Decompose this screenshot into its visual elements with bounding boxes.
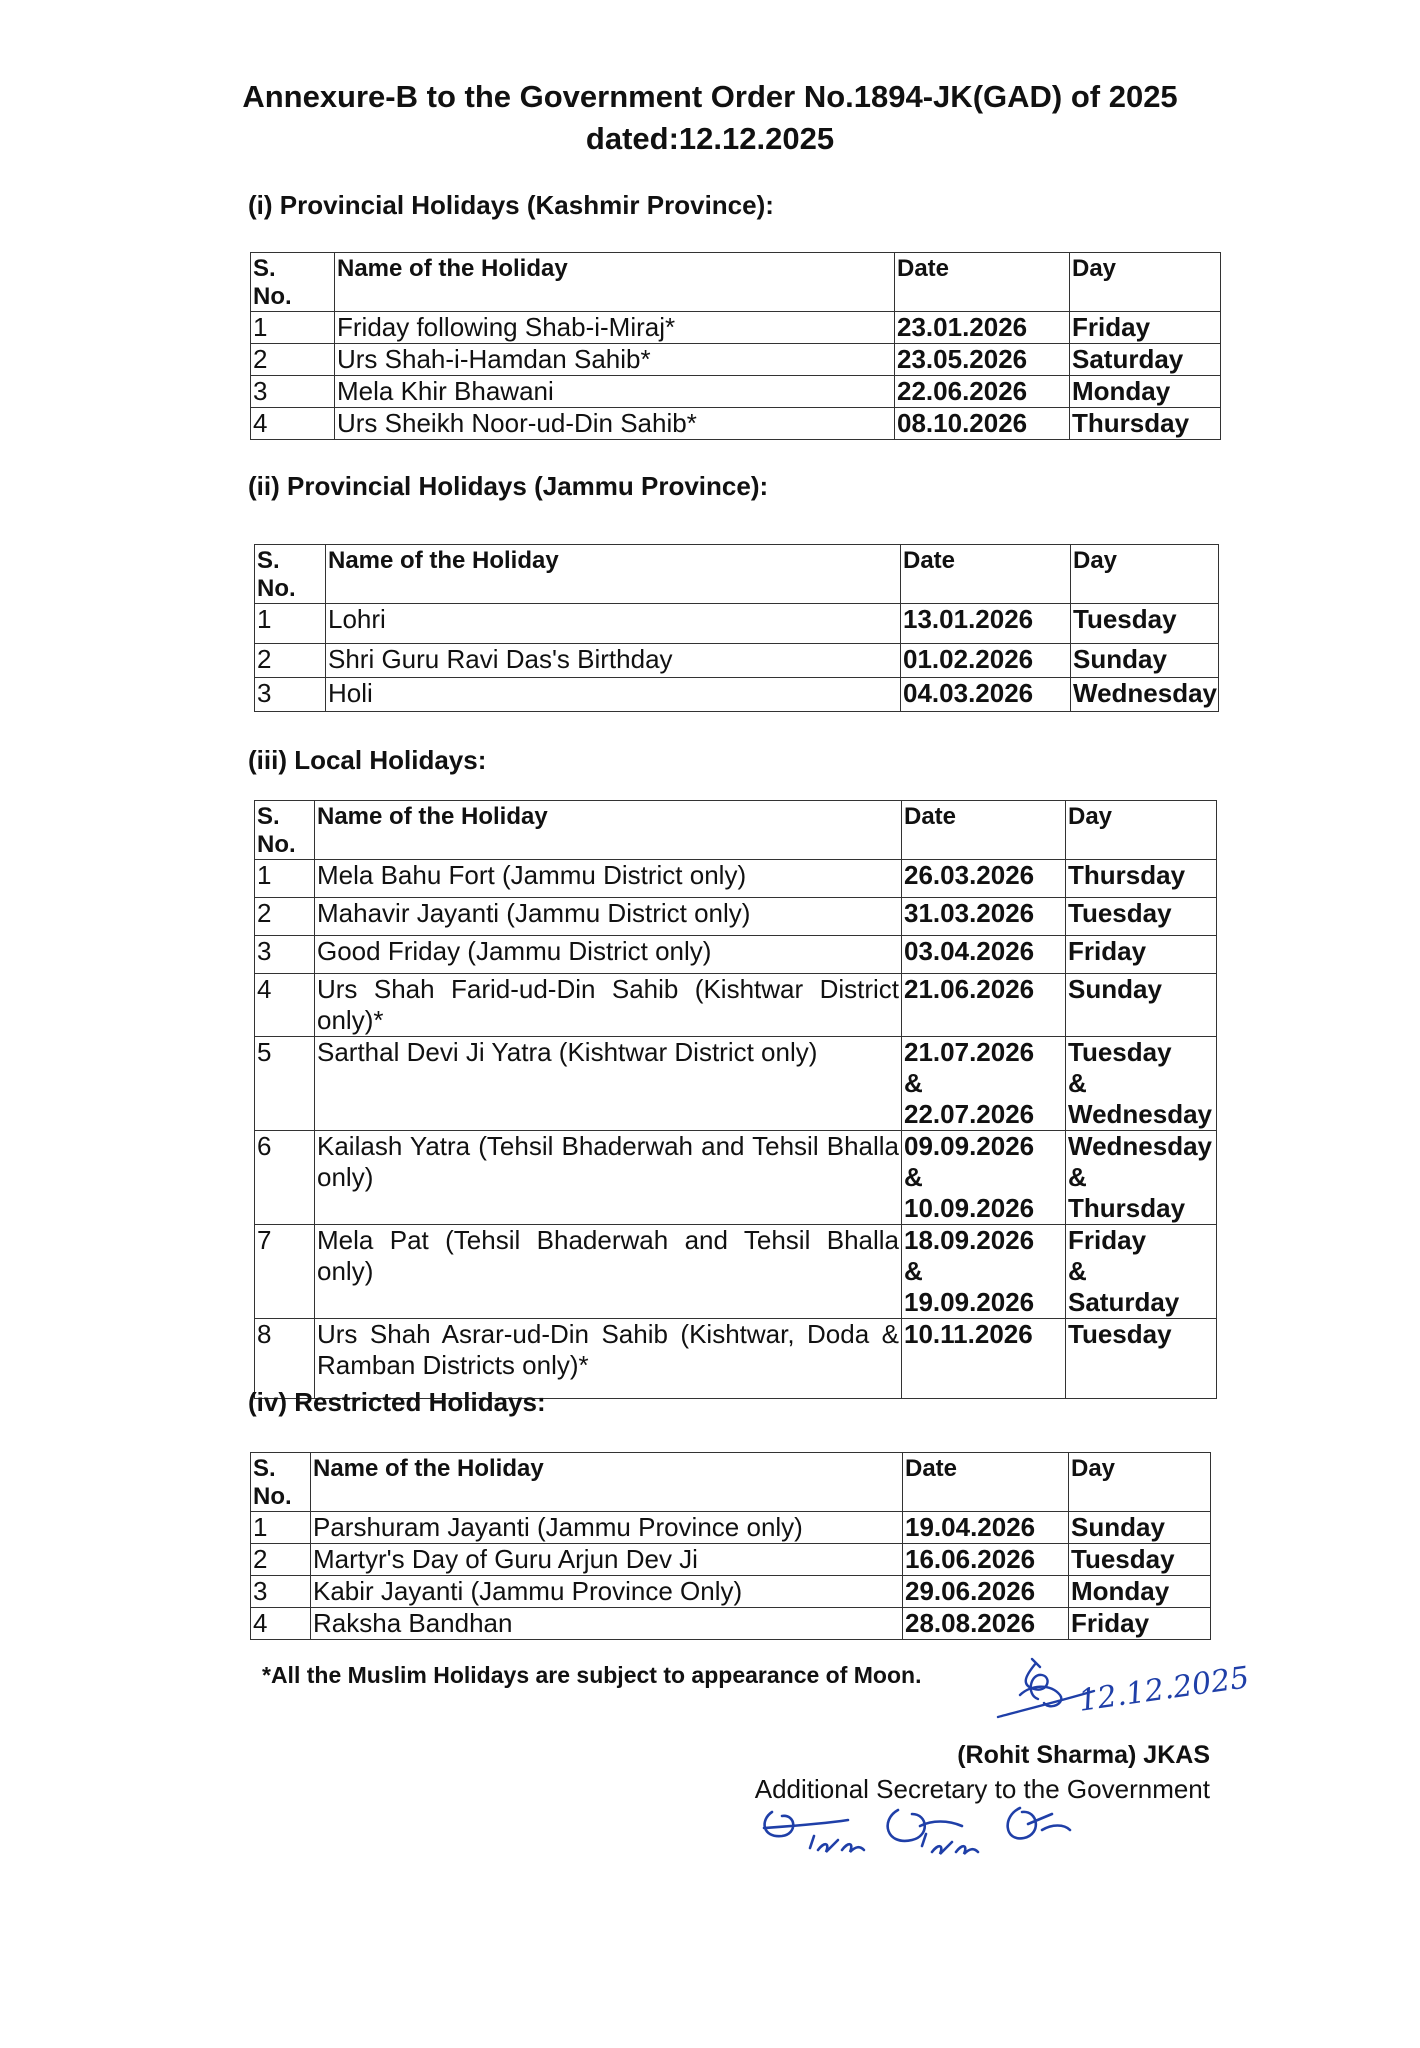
cell-day: Monday [1070,376,1221,408]
header-name: Name of the Holiday [335,253,895,312]
title-line-1: Annexure-B to the Government Order No.1894-JK(GAD) of 2025 [242,79,1178,114]
header-date: Date [895,253,1070,312]
cell-day: Tuesday & Wednesday [1066,1037,1217,1131]
cell-date: 08.10.2026 [895,408,1070,440]
cell-name: Raksha Bandhan [311,1608,903,1640]
cell-date: 21.06.2026 [902,974,1066,1037]
cell-date: 09.09.2026 & 10.09.2026 [902,1131,1066,1225]
table-row [251,344,1221,376]
cell-name: Mela Pat (Tehsil Bhaderwah and Tehsil Bhalla only) [315,1225,902,1319]
initials-scribbles [752,1790,1092,1870]
cell-date: 16.06.2026 [903,1544,1069,1576]
cell-sno: 4 [255,974,315,1037]
table-row [255,644,1219,678]
cell-day: Wednesday & Thursday [1066,1131,1217,1225]
cell-name: Friday following Shab-i-Miraj* [335,312,895,344]
section-heading-restricted: (iv) Restricted Holidays: [248,1387,546,1417]
cell-sno: 1 [255,860,315,898]
header-date: Date [902,801,1066,860]
cell-date: 10.11.2026 [902,1319,1066,1399]
table-row [251,1608,1211,1640]
cell-sno: 6 [255,1131,315,1225]
cell-date: 29.06.2026 [903,1576,1069,1608]
cell-date: 19.04.2026 [903,1512,1069,1544]
cell-date: 28.08.2026 [903,1608,1069,1640]
cell-day: Thursday [1066,860,1217,898]
cell-name: Mela Khir Bhawani [335,376,895,408]
cell-name: Parshuram Jayanti (Jammu Province only) [311,1512,903,1544]
cell-sno: 4 [251,408,335,440]
cell-day: Sunday [1066,974,1217,1037]
header-day: Day [1071,545,1219,604]
cell-date: 03.04.2026 [902,936,1066,974]
table-row [251,1544,1211,1576]
cell-name: Good Friday (Jammu District only) [315,936,902,974]
section-heading-local: (iii) Local Holidays: [248,745,487,775]
cell-day: Sunday [1069,1512,1211,1544]
cell-name: Martyr's Day of Guru Arjun Dev Ji [311,1544,903,1576]
holiday-table-jammu [254,544,1219,712]
signatory-name: (Rohit Sharma) JKAS [957,1741,1210,1769]
header-sno: S. No. [251,253,335,312]
cell-name: Shri Guru Ravi Das's Birthday [326,644,901,678]
cell-date: 23.01.2026 [895,312,1070,344]
cell-day: Monday [1069,1576,1211,1608]
cell-sno: 2 [255,898,315,936]
cell-day: Tuesday [1071,604,1219,644]
cell-name: Kailash Yatra (Tehsil Bhaderwah and Tehsil Bhalla only) [315,1131,902,1225]
cell-name: Urs Shah-i-Hamdan Sahib* [335,344,895,376]
cell-name: Urs Shah Farid-ud-Din Sahib (Kishtwar District only)* [315,974,902,1037]
cell-date: 23.05.2026 [895,344,1070,376]
table-row [255,936,1217,974]
table-row [255,898,1217,936]
header-date: Date [903,1453,1069,1512]
cell-sno: 2 [251,344,335,376]
cell-day: Friday [1070,312,1221,344]
cell-sno: 3 [255,678,326,712]
cell-day: Friday [1069,1608,1211,1640]
cell-name: Mahavir Jayanti (Jammu District only) [315,898,902,936]
header-name: Name of the Holiday [326,545,901,604]
header-day: Day [1066,801,1217,860]
cell-sno: 1 [251,1512,311,1544]
table-row [255,604,1219,644]
cell-day: Friday & Saturday [1066,1225,1217,1319]
cell-day: Wednesday [1071,678,1219,712]
cell-sno: 8 [255,1319,315,1399]
cell-name: Urs Sheikh Noor-ud-Din Sahib* [335,408,895,440]
cell-sno: 3 [251,1576,311,1608]
cell-day: Sunday [1071,644,1219,678]
holiday-table-restricted [250,1452,1211,1640]
cell-day: Thursday [1070,408,1221,440]
title-line-2: dated:12.12.2025 [585,121,835,156]
cell-day: Friday [1066,936,1217,974]
header-sno: S. No. [255,801,315,860]
table-row [251,1576,1211,1608]
cell-day: Tuesday [1066,898,1217,936]
table-row [251,312,1221,344]
cell-sno: 2 [251,1544,311,1576]
header-day: Day [1070,253,1221,312]
table-row [255,1037,1217,1131]
header-date: Date [901,545,1071,604]
document-title [0,76,1420,160]
cell-sno: 3 [251,376,335,408]
table-row [255,1131,1217,1225]
header-name: Name of the Holiday [315,801,902,860]
cell-date: 13.01.2026 [901,604,1071,644]
header-day: Day [1069,1453,1211,1512]
table-row [251,408,1221,440]
cell-sno: 3 [255,936,315,974]
cell-day: Tuesday [1069,1544,1211,1576]
cell-name: Kabir Jayanti (Jammu Province Only) [311,1576,903,1608]
cell-date: 26.03.2026 [902,860,1066,898]
cell-date: 22.06.2026 [895,376,1070,408]
cell-name: Mela Bahu Fort (Jammu District only) [315,860,902,898]
cell-date: 04.03.2026 [901,678,1071,712]
cell-sno: 5 [255,1037,315,1131]
holiday-table-kashmir [250,252,1221,440]
cell-sno: 1 [251,312,335,344]
table-row [251,1512,1211,1544]
cell-name: Sarthal Devi Ji Yatra (Kishtwar District only) [315,1037,902,1131]
moon-footnote: *All the Muslim Holidays are subject to appearance of Moon. [262,1662,922,1688]
section-heading-jammu: (ii) Provincial Holidays (Jammu Province): [248,471,769,501]
cell-name: Holi [326,678,901,712]
cell-day: Tuesday [1066,1319,1217,1399]
cell-sno: 2 [255,644,326,678]
cell-name: Urs Shah Asrar-ud-Din Sahib (Kishtwar, Doda & Ramban Districts only)* [315,1319,902,1399]
section-heading-kashmir: (i) Provincial Holidays (Kashmir Province): [248,190,774,220]
cell-sno: 4 [251,1608,311,1640]
table-row [255,1225,1217,1319]
cell-date: 18.09.2026 & 19.09.2026 [902,1225,1066,1319]
cell-sno: 7 [255,1225,315,1319]
cell-sno: 1 [255,604,326,644]
table-row [255,678,1219,712]
cell-date: 31.03.2026 [902,898,1066,936]
handwritten-date: 12.12.2025 [1076,1660,1252,1719]
table-row [255,974,1217,1037]
cell-day: Saturday [1070,344,1221,376]
header-name: Name of the Holiday [311,1453,903,1512]
header-sno: S. No. [251,1453,311,1512]
signatory-designation: Additional Secretary to the Government [754,1774,1210,1804]
table-row [255,860,1217,898]
cell-name: Lohri [326,604,901,644]
table-row [251,376,1221,408]
cell-date: 01.02.2026 [901,644,1071,678]
header-sno: S. No. [255,545,326,604]
holiday-table-local [254,800,1217,1399]
cell-date: 21.07.2026 & 22.07.2026 [902,1037,1066,1131]
